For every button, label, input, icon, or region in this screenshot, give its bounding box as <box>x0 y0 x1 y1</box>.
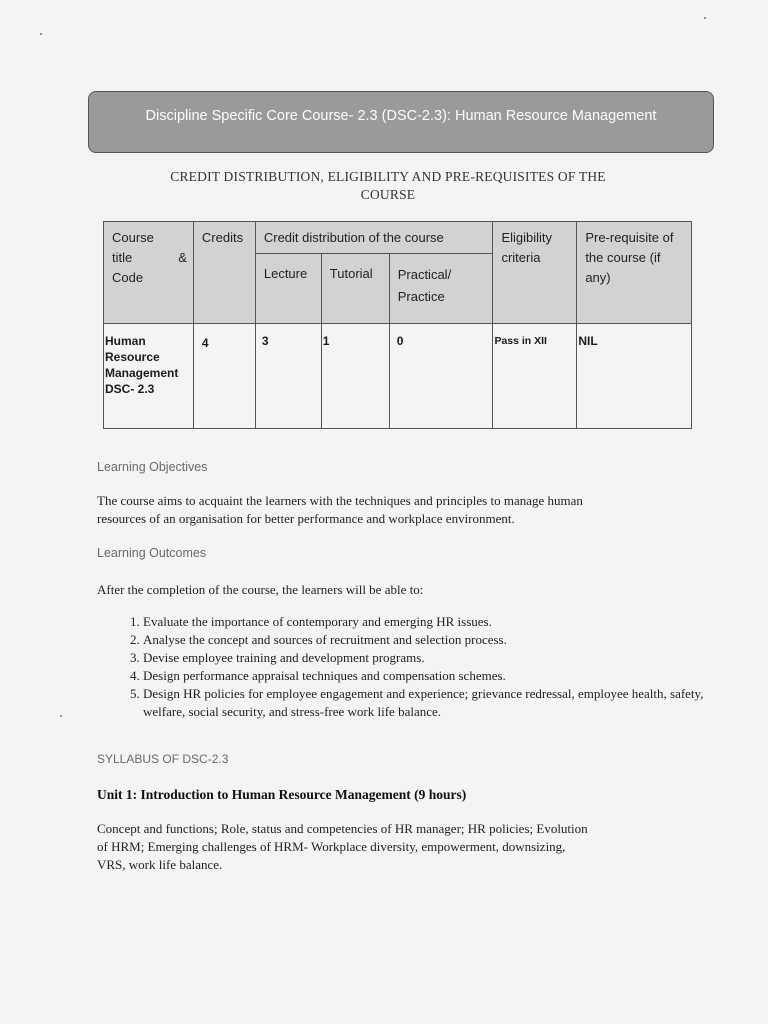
list-item: 3. Devise employee training and development programs. <box>143 649 733 667</box>
header-lecture-label: Lecture <box>263 266 308 281</box>
cell-course-line3: Management <box>105 366 179 380</box>
scan-speck <box>60 715 62 717</box>
outcomes-intro: After the completion of the course, the learners will be able to: <box>97 582 424 597</box>
syllabus-heading: SYLLABUS OF DSC-2.3 <box>97 752 229 766</box>
objectives-line2: resources of an organisation for better performance and workplace environment. <box>97 511 515 526</box>
unit1-line3: VRS, work life balance. <box>97 857 223 872</box>
header-credits-label: Credits <box>201 230 244 245</box>
cell-prereq-value: NIL <box>578 334 598 348</box>
credit-heading-line1: CREDIT DISTRIBUTION, ELIGIBILITY AND PRE-REQUISITES OF THE <box>170 169 606 184</box>
header-course-title <box>104 222 194 324</box>
credit-heading-line2: COURSE <box>360 187 416 202</box>
header-eligibility <box>493 222 577 324</box>
cell-lecture <box>255 324 321 429</box>
credit-distribution-table <box>103 221 692 429</box>
header-tutorial-label: Tutorial <box>329 266 373 281</box>
unit1-line1: Concept and functions; Role, status and competencies of HR manager; HR policies; Evolution <box>97 821 588 836</box>
cell-eligibility-value: Pass in XII <box>494 335 547 347</box>
header-course-line1: Course <box>112 230 154 245</box>
learning-objectives-heading: Learning Objectives <box>97 460 208 474</box>
cell-credits <box>193 324 255 429</box>
list-item: 4. Design performance appraisal techniques and compensation schemes. <box>143 667 733 685</box>
header-distribution-label: Credit distribution of the course <box>263 230 444 245</box>
header-credit-distribution <box>255 222 493 254</box>
header-practical <box>389 254 493 324</box>
scan-speck <box>704 17 706 19</box>
header-eligibility-label: Eligibility criteria <box>501 230 553 265</box>
unit1-description <box>97 820 687 874</box>
course-title-banner <box>88 91 714 153</box>
objectives-line1: The course aims to acquaint the learners with the techniques and principles to manage human <box>97 493 583 508</box>
scan-speck <box>40 33 42 35</box>
header-practical-line2: Practice <box>397 289 445 304</box>
list-item: 2. Analyse the concept and sources of recruitment and selection process. <box>143 631 733 649</box>
header-practical-line1: Practical/ <box>397 267 452 282</box>
learning-objectives-text <box>97 492 687 528</box>
header-course-line2: title <box>112 250 133 265</box>
cell-practical-value: 0 <box>396 334 404 348</box>
outcomes-list <box>97 613 733 721</box>
cell-lecture-value: 3 <box>261 334 269 348</box>
header-course-amp: & <box>178 250 187 265</box>
cell-tutorial-value: 1 <box>322 334 330 348</box>
header-prerequisite <box>577 222 692 324</box>
header-lecture <box>255 254 321 324</box>
header-credits <box>193 222 255 324</box>
cell-tutorial <box>321 324 389 429</box>
header-prereq-label: Pre-requisite of the course (if any) <box>585 230 674 285</box>
header-tutorial <box>321 254 389 324</box>
unit1-title: Unit 1: Introduction to Human Resource Management (9 hours) <box>97 787 467 802</box>
cell-prerequisite <box>577 324 692 429</box>
list-item: 5. Design HR policies for employee engagement and experience; grievance redressal, employee health, safety, welfare, social security, and stress-free work life balance. <box>143 685 733 721</box>
course-title: Discipline Specific Core Course- 2.3 (DSC-2.3): Human Resource Management <box>145 108 657 124</box>
credit-distribution-heading <box>118 168 658 204</box>
cell-practical <box>389 324 493 429</box>
learning-outcomes-heading: Learning Outcomes <box>97 546 207 560</box>
cell-course-title <box>104 324 194 429</box>
cell-credits-value: 4 <box>201 336 209 350</box>
cell-course-line1: Human <box>105 334 146 348</box>
cell-course-line4: DSC- 2.3 <box>105 382 155 396</box>
cell-eligibility <box>493 324 577 429</box>
cell-course-line2: Resource <box>105 350 160 364</box>
list-item: 1. Evaluate the importance of contemporary and emerging HR issues. <box>143 613 733 631</box>
header-course-line3: Code <box>112 270 144 285</box>
unit1-line2: of HRM; Emerging challenges of HRM- Workplace diversity, empowerment, downsizing, <box>97 839 566 854</box>
